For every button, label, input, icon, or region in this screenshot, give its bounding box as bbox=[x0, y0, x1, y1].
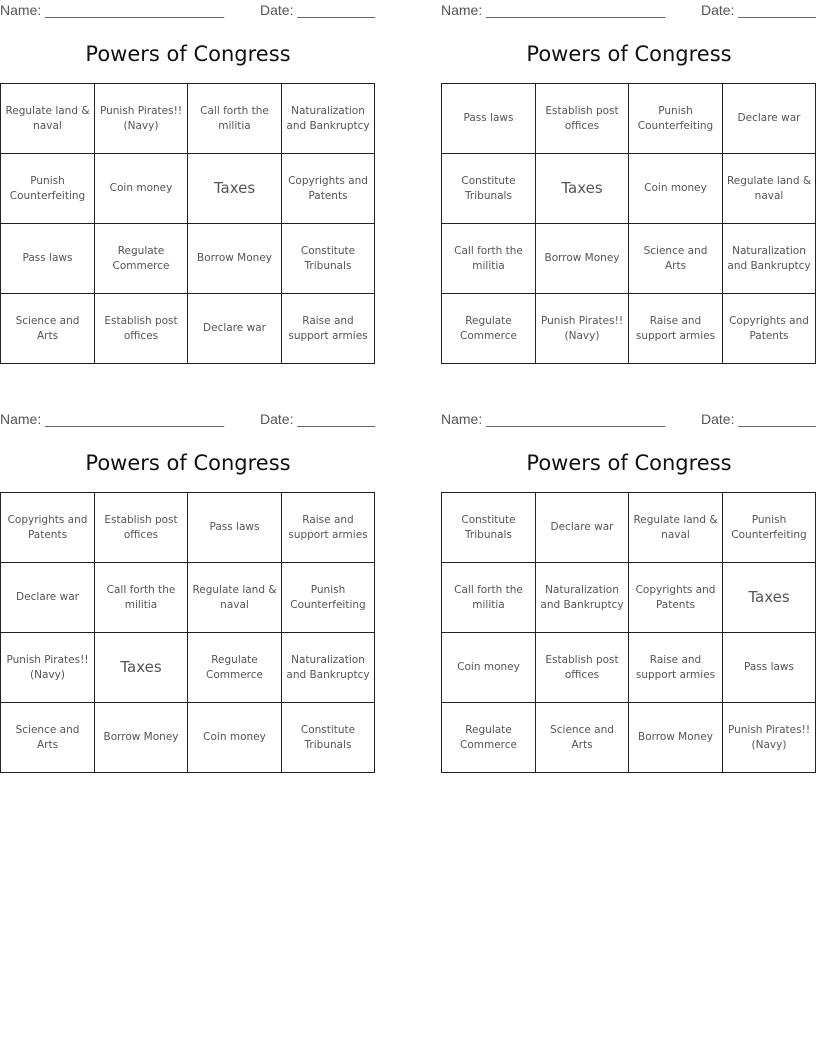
bingo-cell: Regulate Commerce bbox=[442, 703, 536, 773]
header-row bbox=[0, 409, 376, 431]
date-field: Date: __________ bbox=[701, 411, 816, 427]
bingo-cell: Taxes bbox=[188, 154, 282, 224]
bingo-cell: Borrow Money bbox=[95, 703, 188, 773]
bingo-cell: Pass laws bbox=[442, 84, 536, 154]
name-field: Name: _______________________ bbox=[0, 411, 225, 427]
bingo-cell: Call forth the militia bbox=[95, 563, 188, 633]
bingo-card-4 bbox=[441, 409, 816, 774]
bingo-cell: Call forth the militia bbox=[442, 563, 536, 633]
bingo-grid bbox=[0, 492, 375, 773]
bingo-cell: Naturalization and Bankruptcy bbox=[536, 563, 629, 633]
name-field: Name: _______________________ bbox=[0, 2, 225, 18]
bingo-cell: Declare war bbox=[1, 563, 95, 633]
bingo-cell: Coin money bbox=[629, 154, 723, 224]
bingo-cell: Pass laws bbox=[723, 633, 816, 703]
bingo-cell: Establish post offices bbox=[95, 294, 188, 364]
name-field: Name: _______________________ bbox=[441, 411, 666, 427]
bingo-cell: Raise and support armies bbox=[629, 633, 723, 703]
bingo-cell: Punish Counterfeiting bbox=[629, 84, 723, 154]
bingo-cell: Science and Arts bbox=[536, 703, 629, 773]
card-title: Powers of Congress bbox=[526, 42, 732, 66]
bingo-grid bbox=[441, 83, 816, 364]
bingo-cell: Call forth the militia bbox=[188, 84, 282, 154]
bingo-grid bbox=[0, 83, 375, 364]
bingo-cell: Copyrights and Patents bbox=[723, 294, 816, 364]
bingo-cell: Establish post offices bbox=[536, 633, 629, 703]
card-title: Powers of Congress bbox=[85, 451, 291, 475]
card-title: Powers of Congress bbox=[526, 451, 732, 475]
date-field: Date: __________ bbox=[260, 411, 376, 427]
bingo-cell: Naturalization and Bankruptcy bbox=[723, 224, 816, 294]
card-title: Powers of Congress bbox=[85, 42, 291, 66]
bingo-cell: Punish Counterfeiting bbox=[723, 493, 816, 563]
bingo-cell: Borrow Money bbox=[188, 224, 282, 294]
bingo-cell: Regulate Commerce bbox=[188, 633, 282, 703]
bingo-cell: Coin money bbox=[95, 154, 188, 224]
bingo-cell: Taxes bbox=[95, 633, 188, 703]
bingo-cell: Constitute Tribunals bbox=[442, 154, 536, 224]
bingo-cell: Raise and support armies bbox=[282, 294, 375, 364]
bingo-card-3 bbox=[0, 409, 376, 774]
bingo-cell: Borrow Money bbox=[629, 703, 723, 773]
bingo-cell: Raise and support armies bbox=[629, 294, 723, 364]
bingo-cell: Call forth the militia bbox=[442, 224, 536, 294]
bingo-cell: Regulate Commerce bbox=[442, 294, 536, 364]
bingo-cell: Taxes bbox=[536, 154, 629, 224]
bingo-cell: Coin money bbox=[442, 633, 536, 703]
bingo-cell: Science and Arts bbox=[1, 294, 95, 364]
bingo-cell: Regulate land & naval bbox=[723, 154, 816, 224]
bingo-cell: Punish Counterfeiting bbox=[282, 563, 375, 633]
bingo-cell: Copyrights and Patents bbox=[1, 493, 95, 563]
bingo-cell: Pass laws bbox=[1, 224, 95, 294]
bingo-cell: Punish Pirates!! (Navy) bbox=[95, 84, 188, 154]
bingo-cell: Raise and support armies bbox=[282, 493, 375, 563]
bingo-cell: Science and Arts bbox=[629, 224, 723, 294]
bingo-cell: Naturalization and Bankruptcy bbox=[282, 84, 375, 154]
bingo-cell: Constitute Tribunals bbox=[282, 703, 375, 773]
bingo-cell: Taxes bbox=[723, 563, 816, 633]
bingo-cell: Regulate land & naval bbox=[629, 493, 723, 563]
bingo-cell: Declare war bbox=[188, 294, 282, 364]
bingo-cell: Establish post offices bbox=[536, 84, 629, 154]
bingo-card-1 bbox=[0, 0, 376, 365]
bingo-cell: Constitute Tribunals bbox=[442, 493, 536, 563]
bingo-cell: Declare war bbox=[723, 84, 816, 154]
header-row bbox=[0, 0, 376, 22]
bingo-cell: Copyrights and Patents bbox=[629, 563, 723, 633]
bingo-cell: Naturalization and Bankruptcy bbox=[282, 633, 375, 703]
bingo-cell: Constitute Tribunals bbox=[282, 224, 375, 294]
bingo-cell: Punish Counterfeiting bbox=[1, 154, 95, 224]
bingo-cell: Establish post offices bbox=[95, 493, 188, 563]
bingo-cell: Regulate land & naval bbox=[1, 84, 95, 154]
bingo-cell: Punish Pirates!! (Navy) bbox=[536, 294, 629, 364]
name-field: Name: _______________________ bbox=[441, 2, 666, 18]
header-row bbox=[441, 409, 816, 431]
header-row bbox=[441, 0, 816, 22]
bingo-cell: Coin money bbox=[188, 703, 282, 773]
bingo-grid bbox=[441, 492, 816, 773]
date-field: Date: __________ bbox=[260, 2, 376, 18]
bingo-card-2 bbox=[441, 0, 816, 365]
bingo-cell: Punish Pirates!! (Navy) bbox=[723, 703, 816, 773]
bingo-cell: Science and Arts bbox=[1, 703, 95, 773]
bingo-cell: Copyrights and Patents bbox=[282, 154, 375, 224]
bingo-cell: Regulate Commerce bbox=[95, 224, 188, 294]
bingo-cell: Declare war bbox=[536, 493, 629, 563]
bingo-cell: Pass laws bbox=[188, 493, 282, 563]
bingo-cell: Punish Pirates!! (Navy) bbox=[1, 633, 95, 703]
bingo-cell: Borrow Money bbox=[536, 224, 629, 294]
bingo-cell: Regulate land & naval bbox=[188, 563, 282, 633]
date-field: Date: __________ bbox=[701, 2, 816, 18]
